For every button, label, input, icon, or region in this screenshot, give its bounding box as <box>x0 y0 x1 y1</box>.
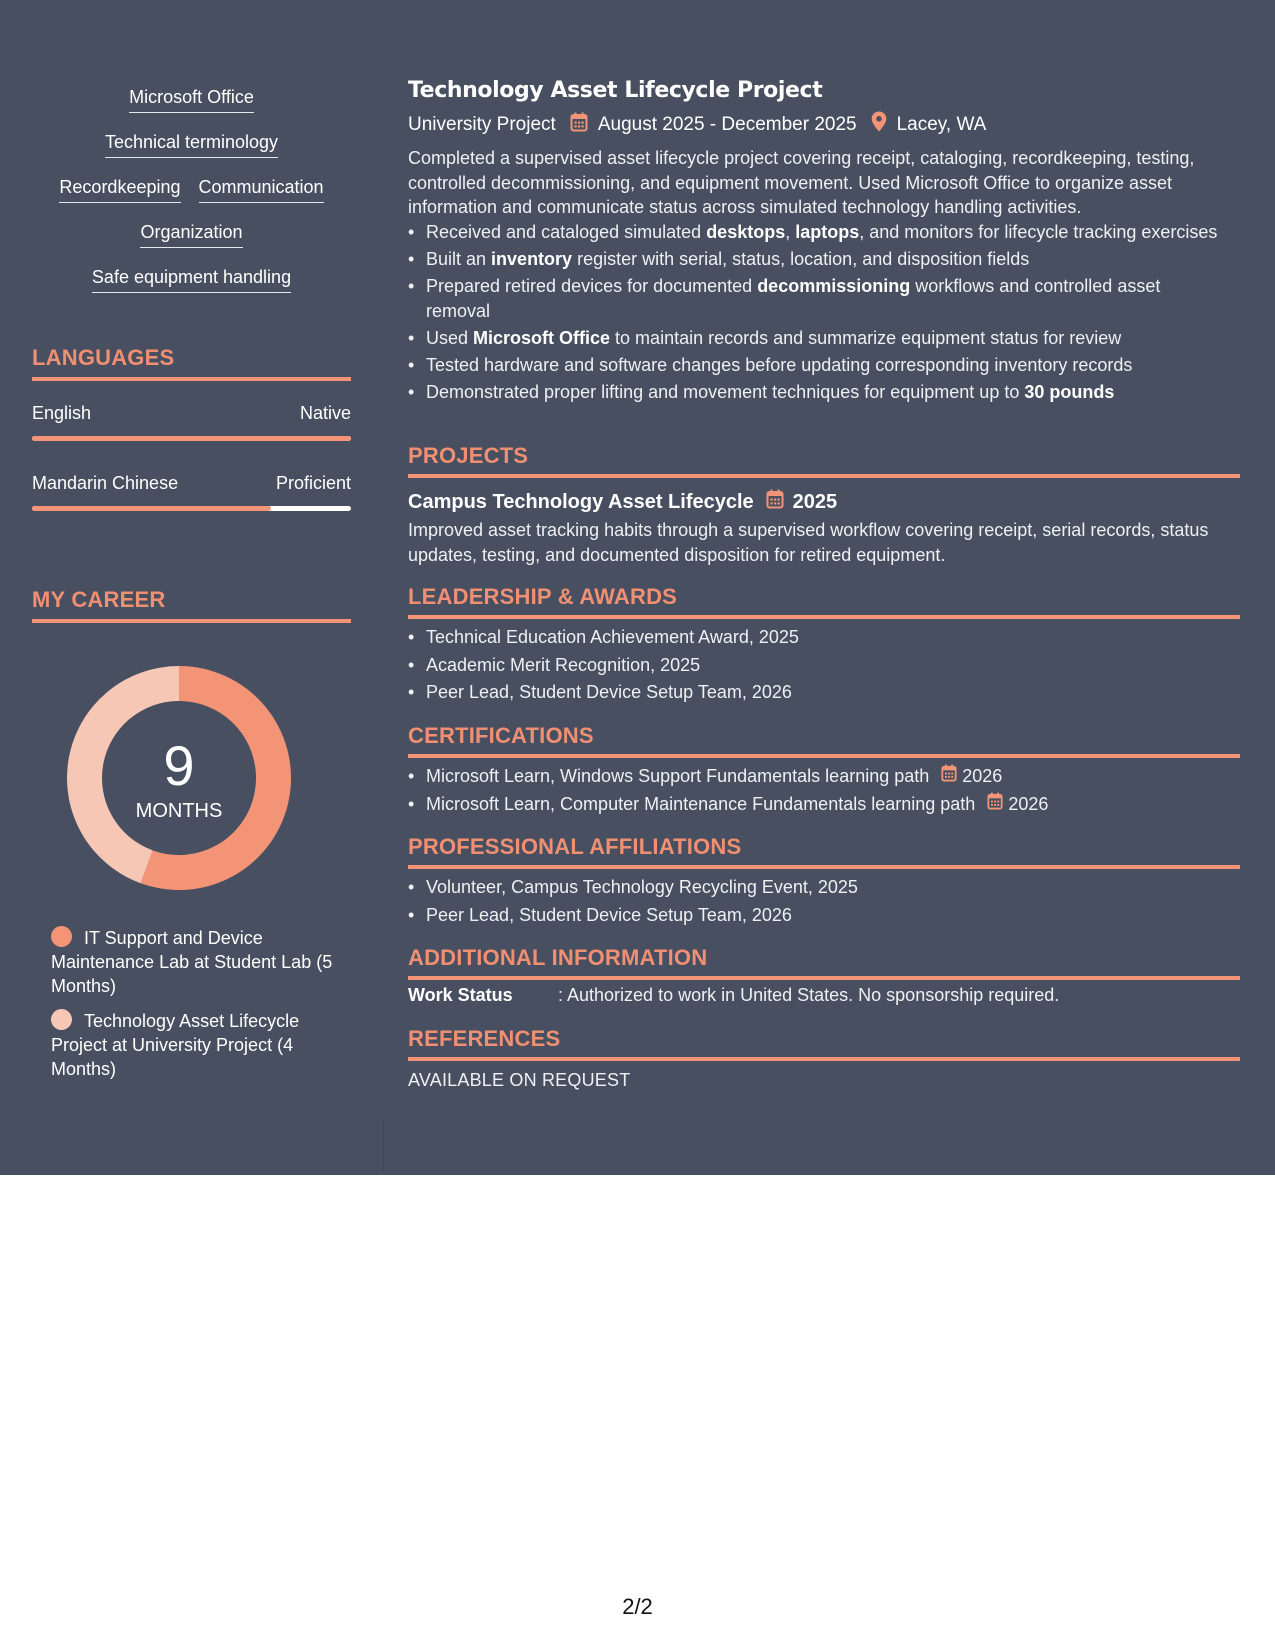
bullet-text: Used <box>426 327 474 348</box>
certification-name: Microsoft Learn, Windows Support Fundamentals learning path <box>426 766 930 786</box>
certification-item <box>408 764 1240 789</box>
award-item: • Technical Education Achievement Award, 2025 <box>408 625 1240 650</box>
bullet-keyword: inventory <box>491 249 573 269</box>
calendar-icon <box>570 112 588 138</box>
skill-tag: Organization <box>140 221 242 248</box>
skill-row <box>32 131 351 176</box>
language-proficiency-bar <box>32 436 351 441</box>
language-mandarin <box>32 473 351 511</box>
skill-row <box>32 221 351 266</box>
experience-bullet <box>408 220 1228 245</box>
career-total-unit: MONTHS <box>135 800 223 822</box>
legend-dot <box>51 926 72 947</box>
skill-row <box>32 86 351 131</box>
bullet-text: Built an <box>426 249 492 269</box>
language-proficiency-bar <box>32 506 351 511</box>
project-name: Campus Technology Asset Lifecycle <box>408 490 754 513</box>
affiliation-item: • Peer Lead, Student Device Setup Team, 2026 <box>408 903 1240 928</box>
award-item: • Academic Merit Recognition, 2025 <box>408 653 1240 678</box>
experience-bullet <box>408 247 1228 272</box>
affiliations-list <box>408 875 1240 930</box>
bullet-keyword: desktops <box>706 222 786 242</box>
skill-tag: Technical terminology <box>105 131 278 158</box>
additional-info-heading: ADDITIONAL INFORMATION <box>408 945 1240 980</box>
calendar-icon <box>987 792 1003 817</box>
certification-date <box>987 792 1048 817</box>
work-status-value: : Authorized to work in United States. No sponsorship required. <box>558 985 1060 1005</box>
legend-dot <box>51 1009 72 1030</box>
experience-bullet <box>408 353 1228 378</box>
bullet-keyword: laptops <box>795 222 860 242</box>
skill-tag: Communication <box>199 176 324 203</box>
skill-row <box>32 266 351 311</box>
career-legend-label: IT Support and Device Maintenance Lab at Student Lab (5 Months) <box>51 928 333 996</box>
language-english <box>32 403 351 441</box>
experience-bullet <box>408 380 1228 405</box>
experience-meta <box>408 111 986 138</box>
experience-dates: August 2025 - December 2025 <box>597 113 857 135</box>
bullet-text: Tested hardware and software changes before updating corresponding inventory records <box>426 354 1133 375</box>
certification-item <box>408 792 1240 817</box>
skill-tag: Microsoft Office <box>129 86 254 113</box>
certification-year: 2026 <box>962 766 1003 786</box>
bullet-text: , <box>785 222 796 242</box>
bullet-text: , and monitors for lifecycle tracking exercises <box>859 222 1218 242</box>
certifications-list <box>408 764 1240 819</box>
skill-tag: Safe equipment handling <box>92 266 291 293</box>
project-year: 2025 <box>792 490 838 513</box>
page-number: 2/2 <box>622 1594 653 1619</box>
language-proficiency-fill <box>32 506 271 511</box>
language-level: Native <box>299 403 351 423</box>
experience-bullets <box>408 220 1228 407</box>
career-heading: MY CAREER <box>32 587 351 623</box>
certification-date <box>941 764 1002 789</box>
experience-org: University Project <box>408 113 556 135</box>
bullet-keyword: Microsoft Office <box>473 327 611 348</box>
bullet-keyword: 30 pounds <box>1024 381 1115 402</box>
experience-bullet <box>408 274 1228 323</box>
certification-name: Microsoft Learn, Computer Maintenance Fundamentals learning path <box>426 793 976 814</box>
column-divider <box>383 1120 384 1170</box>
awards-list <box>408 625 1240 708</box>
career-legend-item <box>51 926 341 998</box>
bullet-text: Prepared retired devices for documented <box>426 276 758 296</box>
bullet-text: Demonstrated proper lifting and movement techniques for equipment up to <box>426 381 1025 402</box>
affiliations-heading: PROFESSIONAL AFFILIATIONS <box>408 834 1240 869</box>
languages-heading: LANGUAGES <box>32 345 351 381</box>
calendar-icon <box>766 489 784 515</box>
bullet-text: workflows and controlled asset removal <box>426 276 1161 321</box>
language-name: Mandarin Chinese <box>32 473 179 493</box>
experience-title: Technology Asset Lifecycle Project <box>408 78 823 103</box>
references-heading: REFERENCES <box>408 1026 1240 1061</box>
experience-location: Lacey, WA <box>896 113 987 135</box>
work-status-label: Work Status <box>408 985 513 1005</box>
skills-list <box>32 86 351 311</box>
references-text: AVAILABLE ON REQUEST <box>408 1070 631 1090</box>
bullet-text: to maintain records and summarize equipment status for review <box>610 327 1122 348</box>
career-total-months: 9 <box>163 734 195 797</box>
projects-heading: PROJECTS <box>408 443 1240 478</box>
project-header <box>408 489 837 515</box>
language-proficiency-fill <box>32 436 351 441</box>
calendar-icon <box>941 764 957 789</box>
awards-heading: LEADERSHIP & AWARDS <box>408 584 1240 619</box>
map-pin-icon <box>871 111 887 138</box>
career-legend-label: Technology Asset Lifecycle Project at University Project (4 Months) <box>51 1011 300 1079</box>
skill-row <box>32 176 351 221</box>
certifications-heading: CERTIFICATIONS <box>408 723 1240 758</box>
bullet-text: Received and cataloged simulated <box>426 222 707 242</box>
work-status <box>408 985 1059 1006</box>
career-legend-item <box>51 1009 341 1081</box>
experience-bullet <box>408 326 1228 351</box>
language-name: English <box>32 403 92 423</box>
career-legend <box>51 926 341 1092</box>
project-description: Improved asset tracking habits through a supervised workflow covering receipt, serial records, status updates, testing, and documented disposition for retired equipment. <box>408 520 1209 565</box>
language-level: Proficient <box>275 473 351 493</box>
career-donut-chart <box>67 666 291 890</box>
bullet-keyword: decommissioning <box>757 276 911 296</box>
certification-year: 2026 <box>1008 793 1049 814</box>
bullet-text: register with serial, status, location, and disposition fields <box>572 249 1030 269</box>
award-item: • Peer Lead, Student Device Setup Team, 2026 <box>408 680 1240 705</box>
affiliation-item: • Volunteer, Campus Technology Recycling Event, 2025 <box>408 875 1240 900</box>
experience-description: Completed a supervised asset lifecycle project covering receipt, cataloging, recordkeeping, testing, controlled decommissioning, and equipment movement. Used Microsoft Office to organize asset information and communicate status across simulated technology handling activities. <box>408 148 1195 217</box>
skill-tag: Recordkeeping <box>59 176 180 203</box>
